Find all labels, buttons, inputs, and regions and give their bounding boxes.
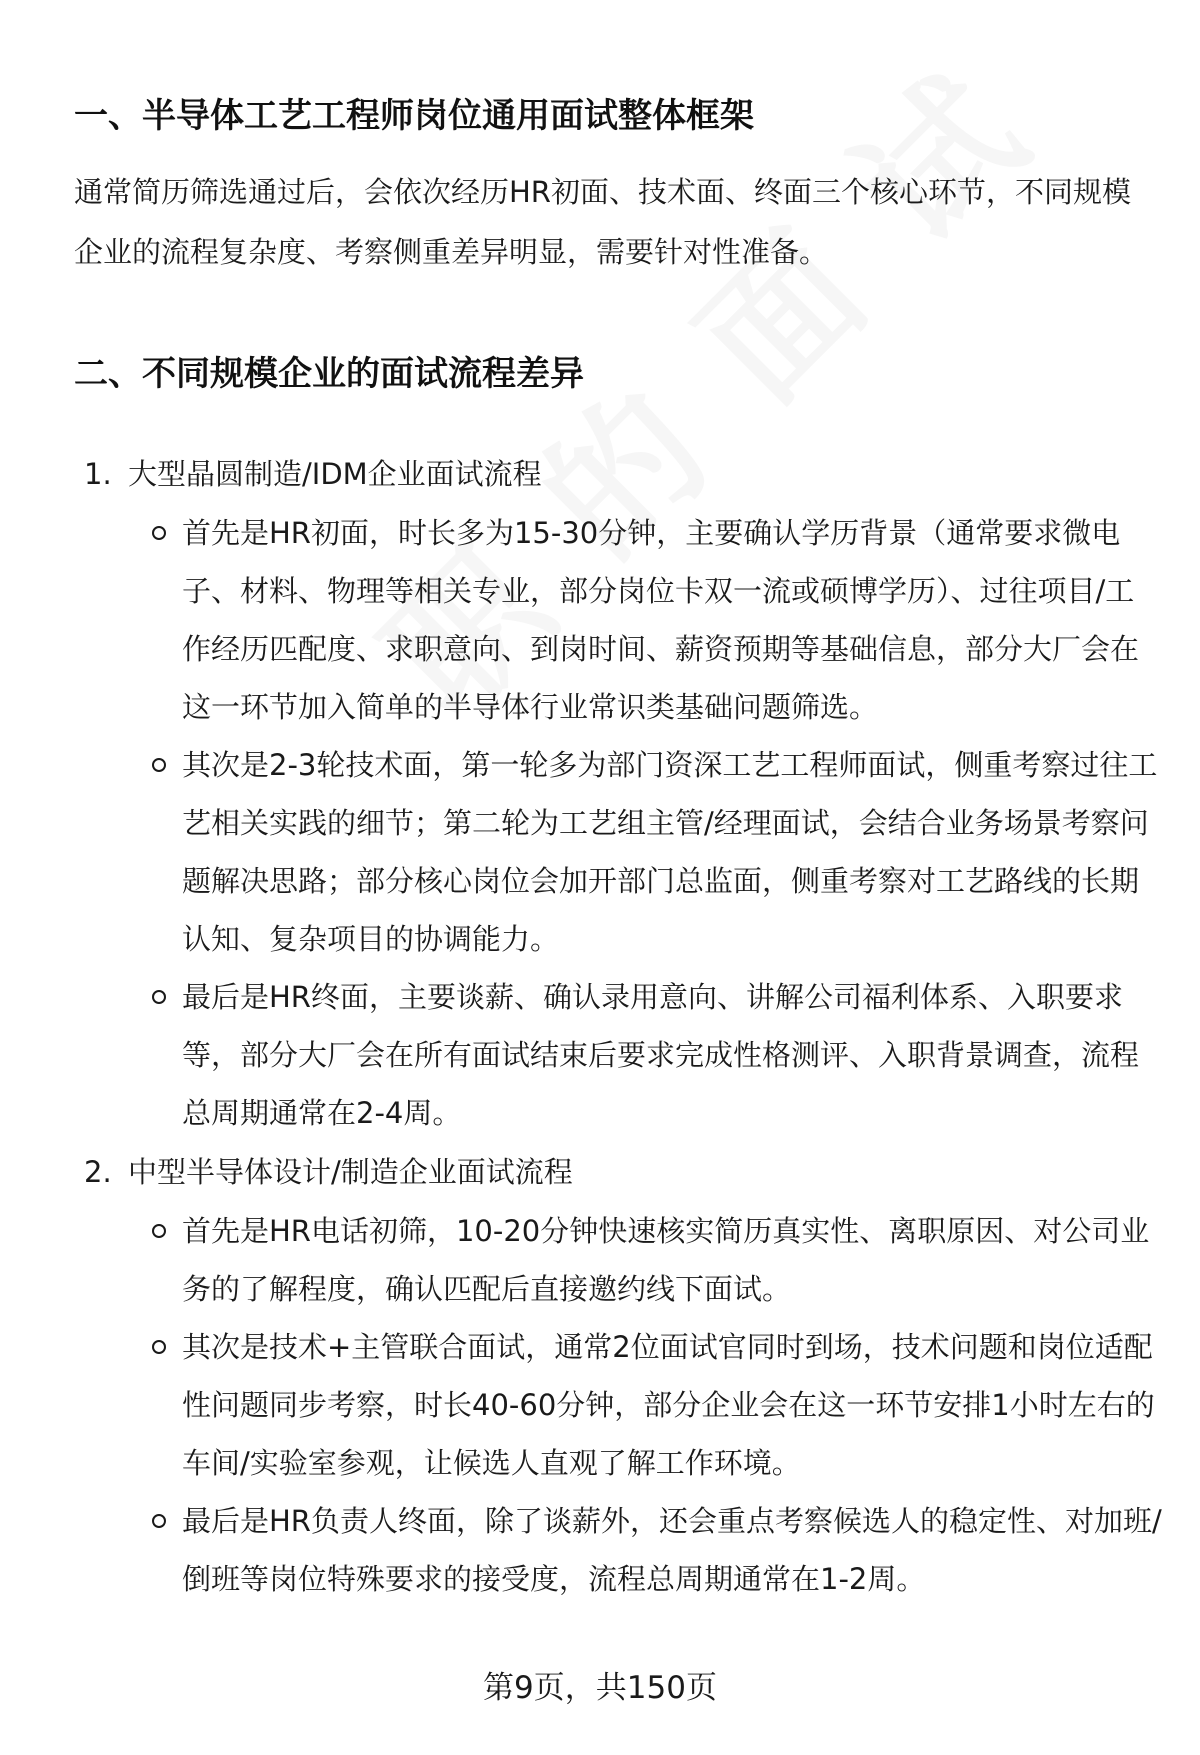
list-item-large-enterprise: [74, 444, 1158, 1142]
bullet-text: 最后是HR负责人终面，除了谈薪外，还会重点考察候选人的稳定性、对加班/倒班等岗位特殊要求的接受度，流程总周期通常在1-2周。: [182, 1504, 1162, 1596]
bullet-item: [74, 736, 1162, 968]
bullet-item: [74, 1318, 1162, 1492]
bullet-text: 首先是HR初面，时长多为15-30分钟，主要确认学历背景（通常要求微电子、材料、物理等相关专业，部分岗位卡双一流或硕博学历）、过往项目/工作经历匹配度、求职意向、到岗时间、薪资预期等基础信息，部分大厂会在这一环节加入简单的半导体行业常识类基础问题筛选。: [182, 516, 1140, 724]
circle-bullet-icon: [152, 526, 166, 540]
list-item-number: 1.: [84, 457, 112, 491]
circle-bullet-icon: [152, 1224, 166, 1238]
section1-paragraph: 通常简历筛选通过后，会依次经历HR初面、技术面、终面三个核心环节，不同规模企业的流程复杂度、考察侧重差异明显，需要针对性准备。: [74, 175, 1131, 269]
section2-heading: 二、不同规模企业的面试流程差异: [74, 354, 584, 394]
bullet-text: 其次是技术+主管联合面试，通常2位面试官同时到场，技术问题和岗位适配性问题同步考察，时长40-60分钟，部分企业会在这一环节安排1小时左右的车间/实验室参观，让候选人直观了解工作环境。: [182, 1330, 1155, 1480]
bullet-item: [74, 1492, 1162, 1608]
circle-bullet-icon: [152, 758, 166, 772]
bullet-text: 其次是2-3轮技术面，第一轮多为部门资深工艺工程师面试，侧重考察过往工艺相关实践的细节；第二轮为工艺组主管/经理面试，会结合业务场景考察问题解决思路；部分核心岗位会加开部门总监面，侧重考察对工艺路线的长期认知、复杂项目的协调能力。: [182, 748, 1158, 956]
bullet-item: [74, 1202, 1162, 1318]
list-item-medium-enterprise: [74, 1142, 1162, 1608]
interview-process-list: [74, 444, 1162, 1608]
list-item-number: 2.: [84, 1155, 112, 1189]
list-item-label: 大型晶圆制造/IDM企业面试流程: [128, 457, 542, 491]
circle-bullet-icon: [152, 1340, 166, 1354]
bullet-text: 首先是HR电话初筛，10-20分钟快速核实简历真实性、离职原因、对公司业务的了解程度，确认匹配后直接邀约线下面试。: [182, 1214, 1150, 1306]
list-item-heading: [74, 444, 1154, 504]
page-number-footer: 第9页，共150页: [483, 1670, 717, 1706]
circle-bullet-icon: [152, 990, 166, 1004]
list-item-heading: [74, 1142, 1154, 1202]
circle-bullet-icon: [152, 1514, 166, 1528]
bullet-text: 最后是HR终面，主要谈薪、确认录用意向、讲解公司福利体系、入职要求等，部分大厂会在所有面试结束后要求完成性格测评、入职背景调查，流程总周期通常在2-4周。: [182, 980, 1140, 1130]
list-item-label: 中型半导体设计/制造企业面试流程: [128, 1155, 573, 1189]
bullet-item: [74, 504, 1162, 736]
bullet-item: [74, 968, 1162, 1142]
section1-heading: 一、半导体工艺工程师岗位通用面试整体框架: [74, 96, 754, 136]
